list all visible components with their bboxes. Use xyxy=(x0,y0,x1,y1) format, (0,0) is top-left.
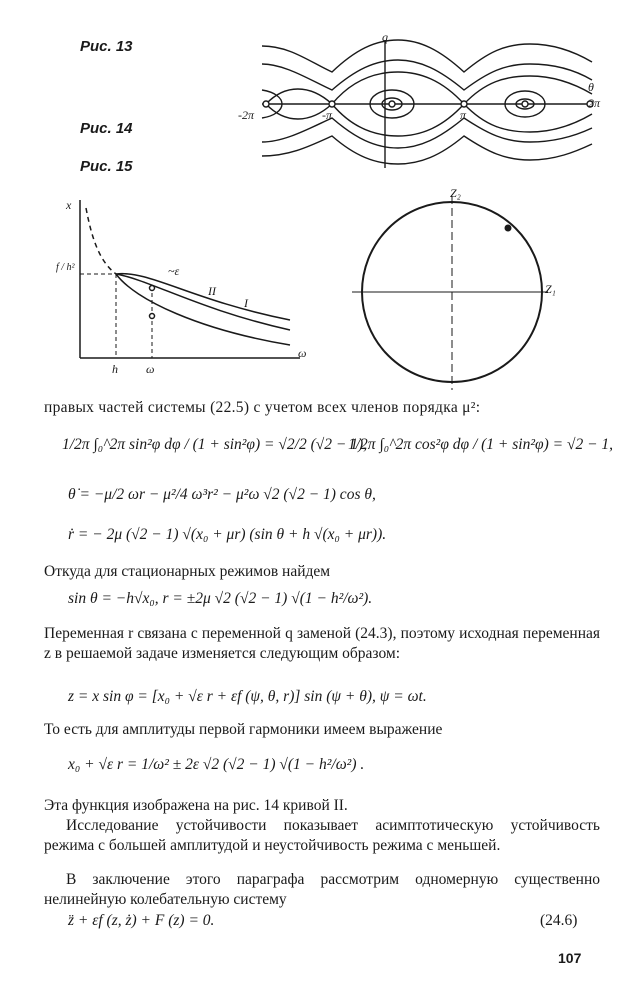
text-figure-ref: Эта функция изображена на рис. 14 кривой II. xyxy=(44,797,348,814)
fig13-label-mpi: -π xyxy=(322,108,333,122)
text-line1: правых частей системы (22.5) с учетом всех членов порядка μ²: xyxy=(44,399,481,416)
equation-amplitude: x₀ + √ε r = 1/ω² ± 2ε √2 (√2 − 1) √(1 − h²/ω²) . xyxy=(68,756,365,773)
fig14-tick-h: h xyxy=(112,362,118,376)
equation-theta-dot: θ̇ = −μ/2 ωr − μ²/4 ω³r² − μ²ω √2 (√2 − 1) cos θ, xyxy=(68,486,376,503)
equation-r-dot: ṙ = − 2μ (√2 − 1) √(x₀ + μr) (sin θ + h √(x₀ + μr)). xyxy=(68,526,387,543)
fig15-axis-z1: Z₁ xyxy=(545,282,556,296)
fig13-caption: Рис. 13 xyxy=(80,38,133,55)
paragraph-1: Переменная r связана с переменной q заменой (24.3), поэтому исходная переменная z в решаемой задаче изменяется следующим образом: xyxy=(44,625,600,662)
paragraph-3: В заключение этого параграфа рассмотрим одномерную существенно нелинейную колебательную систему xyxy=(44,871,600,908)
fig14-axis-x: x xyxy=(66,198,72,212)
fig14-tick-omega: ω xyxy=(146,362,155,376)
fig14-label-eps: ~ε xyxy=(168,264,180,278)
paragraph-2: Исследование устойчивости показывает асимптотическую устойчивость режима с большей амплитудой и неустойчивость режима с меньшей. xyxy=(44,817,600,854)
fig14-label-curve-II: II xyxy=(208,284,216,298)
integral-1: 1/2π ∫₀^2π sin²φ dφ / (1 + sin²φ) = √2/2 (√2 − 1), xyxy=(62,436,367,453)
fig15-caption: Рис. 15 xyxy=(80,158,133,175)
fig13-label-pi: π xyxy=(460,108,467,122)
fig13-label-p2pi: 2π xyxy=(588,96,601,110)
fig14-axis-omega: ω xyxy=(298,346,307,360)
fig15-circle-plot xyxy=(0,0,627,400)
equation-z: z = x sin φ = [x₀ + √ε r + εf (ψ, θ, r)] sin (ψ + θ), ψ = ωt. xyxy=(68,688,427,705)
fig13-label-m2pi: -2π xyxy=(238,108,255,122)
text-stationary: Откуда для стационарных режимов найдем xyxy=(44,563,331,580)
equation-stationary: sin θ = −h√x₀, r = ±2μ √2 (√2 − 1) √(1 − h²/ω²). xyxy=(68,590,373,607)
fig13-label-theta: θ xyxy=(588,80,594,94)
text-amplitude: То есть для амплитуды первой гармоники имеем выражение xyxy=(44,721,443,738)
equation-final: z̈ + εf (z, ż) + F (z) = 0. xyxy=(68,912,215,929)
fig14-label-curve-I: I xyxy=(244,296,248,310)
page-number: 107 xyxy=(558,950,582,966)
fig14-tick-f-h2: f / h² xyxy=(56,262,75,273)
equation-number: (24.6) xyxy=(540,912,578,929)
fig15-axis-z2: Z₂ xyxy=(450,186,461,200)
integral-2: 1/2π ∫₀^2π cos²φ dφ / (1 + sin²φ) = √2 − 1, xyxy=(348,436,614,453)
fig13-label-q: q xyxy=(382,30,388,44)
fig14-caption: Рис. 14 xyxy=(80,120,133,137)
